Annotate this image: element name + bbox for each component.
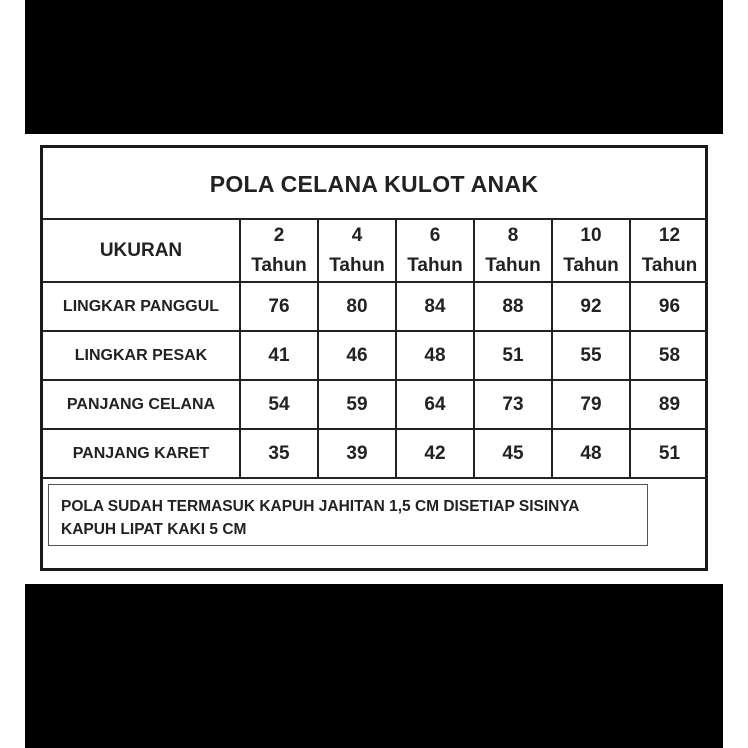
- row-label: PANJANG KARET: [43, 429, 240, 478]
- table-cell: 58: [630, 331, 708, 380]
- table-cell: 51: [474, 331, 552, 380]
- chart-title: POLA CELANA KULOT ANAK: [43, 148, 705, 220]
- table-cell: 54: [240, 380, 318, 429]
- table-cell: 42: [396, 429, 474, 478]
- note-line: KAPUH LIPAT KAKI 5 CM: [61, 521, 247, 538]
- table-cell: 88: [474, 282, 552, 331]
- note-line: POLA SUDAH TERMASUK KAPUH JAHITAN 1,5 CM DISETIAP SISINYA: [61, 498, 580, 515]
- table-cell: 55: [552, 331, 630, 380]
- table-cell: 48: [396, 331, 474, 380]
- table-cell: 39: [318, 429, 396, 478]
- corner-header: UKURAN: [43, 220, 240, 282]
- table-cell: 76: [240, 282, 318, 331]
- age-header-6: 6 Tahun: [396, 220, 474, 282]
- table-cell: 48: [552, 429, 630, 478]
- age-header-12: 12 Tahun: [630, 220, 708, 282]
- table-cell: 89: [630, 380, 708, 429]
- table-cell: 92: [552, 282, 630, 331]
- table-row: [43, 282, 708, 331]
- row-label: LINGKAR PESAK: [43, 331, 240, 380]
- age-header-2: 2 Tahun: [240, 220, 318, 282]
- row-label: LINGKAR PANGGUL: [43, 282, 240, 331]
- table-cell: 84: [396, 282, 474, 331]
- table-cell: 46: [318, 331, 396, 380]
- header-row: [43, 220, 708, 282]
- age-header-8: 8 Tahun: [474, 220, 552, 282]
- table-row: [43, 380, 708, 429]
- table-cell: 35: [240, 429, 318, 478]
- age-header-10: 10 Tahun: [552, 220, 630, 282]
- note-box: [48, 484, 648, 546]
- table-cell: 41: [240, 331, 318, 380]
- table-cell: 45: [474, 429, 552, 478]
- size-chart-sheet: [40, 145, 708, 571]
- top-black-bar: [25, 0, 723, 134]
- age-header-4: 4 Tahun: [318, 220, 396, 282]
- table-cell: 79: [552, 380, 630, 429]
- table-cell: 64: [396, 380, 474, 429]
- table-row: [43, 331, 708, 380]
- table-cell: 80: [318, 282, 396, 331]
- row-label: PANJANG CELANA: [43, 380, 240, 429]
- table-cell: 73: [474, 380, 552, 429]
- table-row: [43, 429, 708, 478]
- table-cell: 96: [630, 282, 708, 331]
- table-cell: 51: [630, 429, 708, 478]
- bottom-black-bar: [25, 584, 723, 748]
- table-cell: 59: [318, 380, 396, 429]
- size-table: [43, 220, 708, 479]
